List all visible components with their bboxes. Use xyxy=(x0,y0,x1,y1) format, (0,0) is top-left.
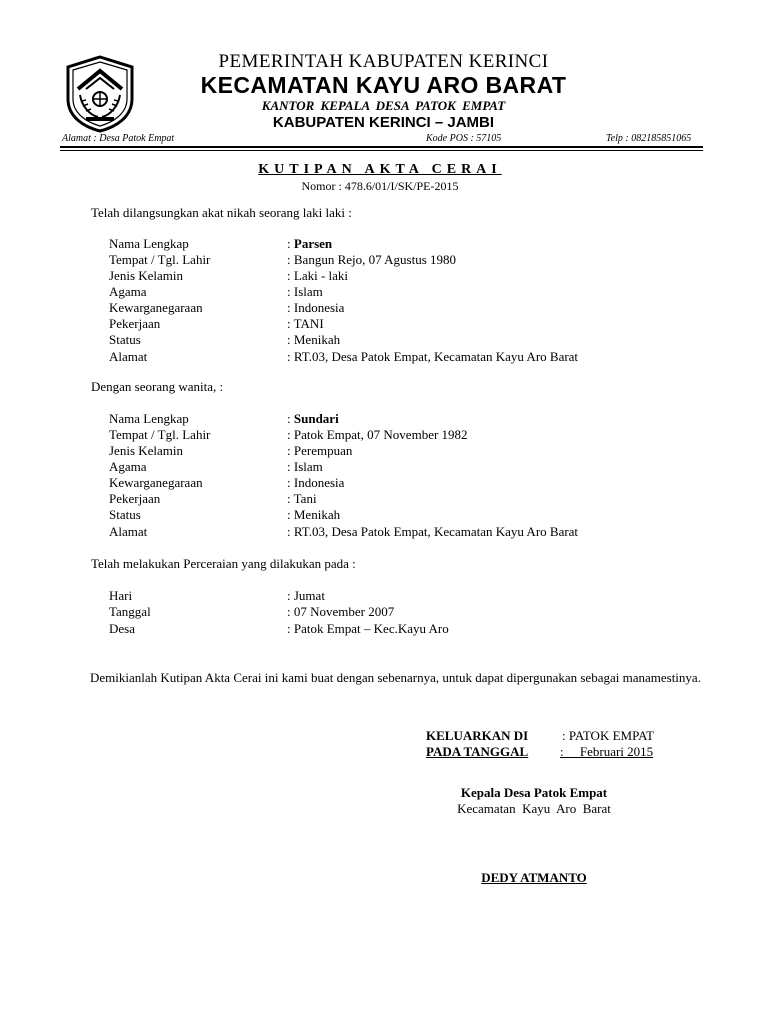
man-religion-value: : Islam xyxy=(287,284,323,299)
woman-religion-value: : Islam xyxy=(287,459,323,474)
woman-status-value: : Menikah xyxy=(287,507,341,522)
woman-status-label: Status xyxy=(109,507,141,522)
header-postal-code: Kode POS : 57105 xyxy=(426,133,502,144)
woman-birth-label: Tempat / Tgl. Lahir xyxy=(109,427,211,442)
man-name-value: : Parsen xyxy=(287,236,333,251)
woman-birth-value: : Patok Empat, 07 November 1982 xyxy=(287,427,468,442)
woman-name-value: : Sundari xyxy=(287,411,339,426)
intro-man: Telah dilangsungkan akat nikah seorang laki laki : xyxy=(91,205,352,220)
woman-job-value: : Tani xyxy=(287,491,317,506)
header-address: Alamat : Desa Patok Empat xyxy=(62,133,175,144)
man-gender-label: Jenis Kelamin xyxy=(109,268,184,283)
man-birth-value: : Bangun Rejo, 07 Agustus 1980 xyxy=(287,252,457,267)
header-district: KECAMATAN KAYU ARO BARAT xyxy=(200,72,567,98)
signer-position: Kepala Desa Patok Empat xyxy=(460,785,608,800)
divorce-village-value: : Patok Empat – Kec.Kayu Aro xyxy=(287,621,449,636)
woman-citizenship-label: Kewarganegaraan xyxy=(109,475,203,490)
man-address-label: Alamat xyxy=(109,349,148,364)
issued-date-value: : Februari 2015 xyxy=(560,744,654,759)
woman-citizenship-value: : Indonesia xyxy=(287,475,345,490)
man-citizenship-value: : Indonesia xyxy=(287,300,345,315)
woman-address-label: Alamat xyxy=(109,524,148,539)
header-office: KANTOR KEPALA DESA PATOK EMPAT xyxy=(261,98,506,113)
issued-place-value: : PATOK EMPAT xyxy=(562,728,655,743)
intro-divorce: Telah melakukan Perceraian yang dilakukan pada : xyxy=(91,556,356,571)
signer-office: Kecamatan Kayu Aro Barat xyxy=(457,801,611,816)
document-number: Nomor : 478.6/01/I/SK/PE-2015 xyxy=(301,179,459,193)
woman-religion-label: Agama xyxy=(109,459,147,474)
woman-name-label: Nama Lengkap xyxy=(109,411,189,426)
man-citizenship-label: Kewarganegaraan xyxy=(109,300,203,315)
divorce-village-label: Desa xyxy=(109,621,135,636)
man-address-value: : RT.03, Desa Patok Empat, Kecamatan Kayu Aro Barat xyxy=(287,349,579,364)
closing-paragraph: Demikianlah Kutipan Akta Cerai ini kami buat dengan sebenarnya, untuk dapat dipergunakan sebagai manamestinya. xyxy=(90,670,701,685)
intro-woman: Dengan seorang wanita, : xyxy=(91,379,224,394)
header-regency: KABUPATEN KERINCI – JAMBI xyxy=(272,114,495,131)
man-name-label: Nama Lengkap xyxy=(109,236,189,251)
man-job-label: Pekerjaan xyxy=(109,316,161,331)
divorce-date-label: Tanggal xyxy=(109,604,151,619)
header-divider-thin xyxy=(60,150,703,151)
woman-job-label: Pekerjaan xyxy=(109,491,161,506)
woman-gender-label: Jenis Kelamin xyxy=(109,443,184,458)
issued-date-label: PADA TANGGAL xyxy=(426,744,529,759)
man-status-label: Status xyxy=(109,332,141,347)
signer-name: DEDY ATMANTO xyxy=(481,870,587,885)
divorce-date-value: : 07 November 2007 xyxy=(287,604,395,619)
issued-place-label: KELUARKAN DI xyxy=(426,728,529,743)
divorce-day-label: Hari xyxy=(109,588,133,603)
header-government: PEMERINTAH KABUPATEN KERINCI xyxy=(218,51,549,72)
document-title: KUTIPAN AKTA CERAI xyxy=(258,162,502,177)
header-divider-thick xyxy=(60,146,703,148)
man-religion-label: Agama xyxy=(109,284,147,299)
woman-address-value: : RT.03, Desa Patok Empat, Kecamatan Kayu Aro Barat xyxy=(287,524,579,539)
man-job-value: : TANI xyxy=(287,316,324,331)
man-status-value: : Menikah xyxy=(287,332,341,347)
header-phone: Telp : 082185851065 xyxy=(606,133,692,144)
divorce-day-value: : Jumat xyxy=(287,588,325,603)
man-birth-label: Tempat / Tgl. Lahir xyxy=(109,252,211,267)
kerinci-regency-emblem-icon xyxy=(64,55,136,133)
woman-gender-value: : Perempuan xyxy=(287,443,353,458)
man-gender-value: : Laki - laki xyxy=(287,268,349,283)
